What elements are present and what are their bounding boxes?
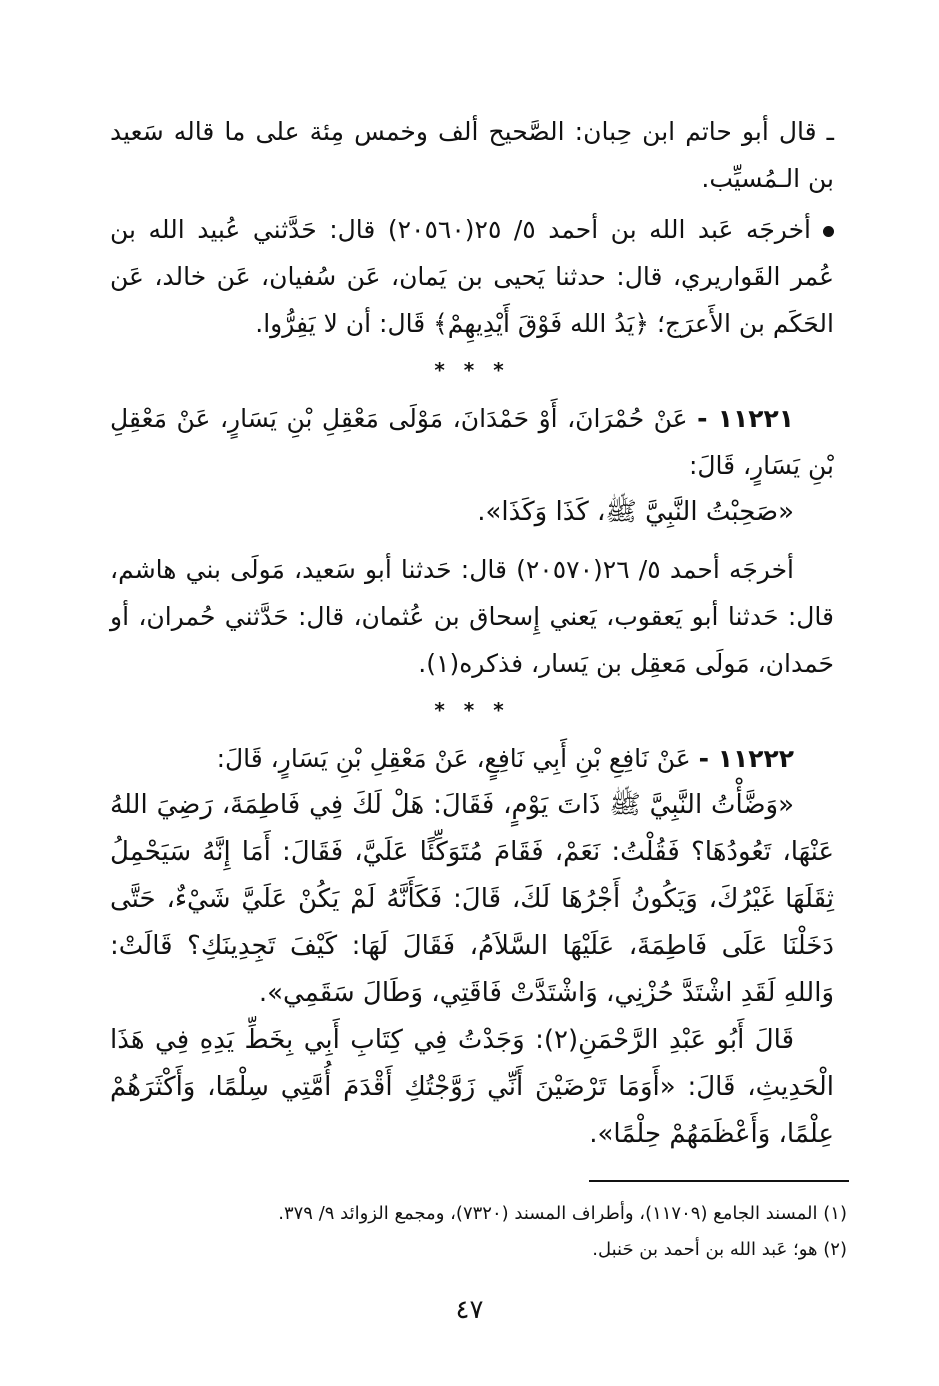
section-separator: * * *: [434, 698, 510, 722]
footnote-divider: [589, 1180, 849, 1182]
hadith-11222-matn: «وَضَّأْتُ النَّبِيَّ ﷺ ذَاتَ يَوْمٍ، فَقَالَ: هَلْ لَكَ فِي فَاطِمَةَ، رَضِيَ اللهُ عَنْهَا، تَعُودُهَا؟ فَقُلْتُ: نَعَمْ، فَقَامَ مُتَوَكِّئًا عَلَيَّ، فَقَالَ: أَمَا إِنَّهُ سَيَحْمِلُ ثِقَلَهَا غَيْرُكَ، وَيَكُونُ أَجْرُهَا لَكَ، قَالَ: فَكَأَنَّهُ لَمْ يَكُنْ عَلَيَّ شَيْءٌ، حَتَّى دَخَلْنَا عَلَى فَاطِمَةَ، عَلَيْهَا السَّلاَمُ، فَقَالَ لَهَا: كَيْفَ تَجِدِينَكِ؟ قَالَتْ: وَاللهِ لَقَدِ اشْتَدَّ حُزْنِي، وَاشْتَدَّتْ فَاقَتِي، وَطَالَ سَقَمِي».: [110, 790, 834, 1008]
hadith-11221-matn: «صَحِبْتُ النَّبِيَّ ﷺ، كَذَا وَكَذَا».: [477, 497, 794, 527]
divider-line: [589, 1180, 849, 1182]
page-body: [110, 108, 834, 1158]
paragraph-ibn-hibban: ـ قال أبو حاتم ابن حِبان: الصَّحيح ألف وخمس مِئة على ما قاله سَعيد بن الـمُسيِّب.: [110, 117, 834, 193]
hadith-11222-isnad: [110, 735, 834, 782]
paragraph-takhrij-1: [110, 206, 834, 347]
hadith-11221: [110, 395, 834, 536]
hadith-number: ١١٢٢٢ -: [698, 744, 794, 773]
bullet-icon: [823, 226, 834, 237]
paragraph-takhrij-2: أخرجَه أحمد ٥/ ٢٦(٢٠٥٧٠) قال: حَدثنا أبو سَعيد، مَولَى بني هاشم، قال: حَدثنا أبو يَعقوب، يَعني إِسحاق بن عُثمان، قال: حَدَّثني حُمران، أو حَمدان، مَولَى مَعقِل بن يَسار، فذكره(١).: [110, 555, 834, 678]
hadith-11222-chain: عَنْ نَافِعِ بْنِ أَبِي نَافِعٍ، عَنْ مَعْقِلِ بْنِ يَسَارٍ، قَالَ:: [216, 744, 691, 773]
hadith-11221-chain: عَنْ حُمْرَانَ، أَوْ حَمْدَانَ، مَوْلَى مَعْقِلِ بْنِ يَسَارٍ، عَنْ مَعْقِلِ بْنِ يَسَارٍ، قَالَ:: [110, 404, 834, 480]
page-number: ٤٧: [455, 1295, 484, 1325]
footnote-1: (١) المسند الجامع (١١٧٠٩)، وأطراف المسند (٧٣٢٠)، ومجمع الزوائد ٩/ ٣٧٩.: [278, 1203, 847, 1224]
footnotes: [207, 1196, 847, 1268]
hadith-number: ١١٢٢١ -: [697, 404, 794, 433]
hadith-11221-isnad: [110, 395, 834, 489]
paragraph-takhrij-1-text: أخرجَه عَبد الله بن أحمد ٥/ ٢٥(٢٠٥٦٠) قال: حَدَّثني عُبيد الله بن عُمر القَواريري، قال: حدثنا يَحيى بن يَمان، عَن سُفيان، عَن خالد، عَن الحَكَم بن الأَعرَج؛ ﴿يَدُ الله فَوْقَ أَيْدِيهِمْ﴾ قَال: أن لا يَفِرُّوا.: [110, 215, 834, 338]
footnote-2: (٢) هو؛ عَبد الله بن أحمد بن حَنبل.: [592, 1239, 847, 1260]
section-separator: * * *: [434, 358, 510, 382]
hadith-11222: [110, 735, 834, 1158]
hadith-11222-addition: قَالَ أَبُو عَبْدِ الرَّحْمَنِ(٢): وَجَدْتُ فِي كِتَابِ أَبِي بِخَطِّ يَدِهِ فِي هَذَا الْحَدِيثِ، قَالَ: «أَوَمَا تَرْضَيْنَ أَنِّي زَوَّجْتُكِ أَقْدَمَ أُمَّتِي سِلْمًا، وَأَكْثَرَهُمْ عِلْمًا، وَأَعْظَمَهُمْ حِلْمًا».: [110, 1025, 834, 1149]
